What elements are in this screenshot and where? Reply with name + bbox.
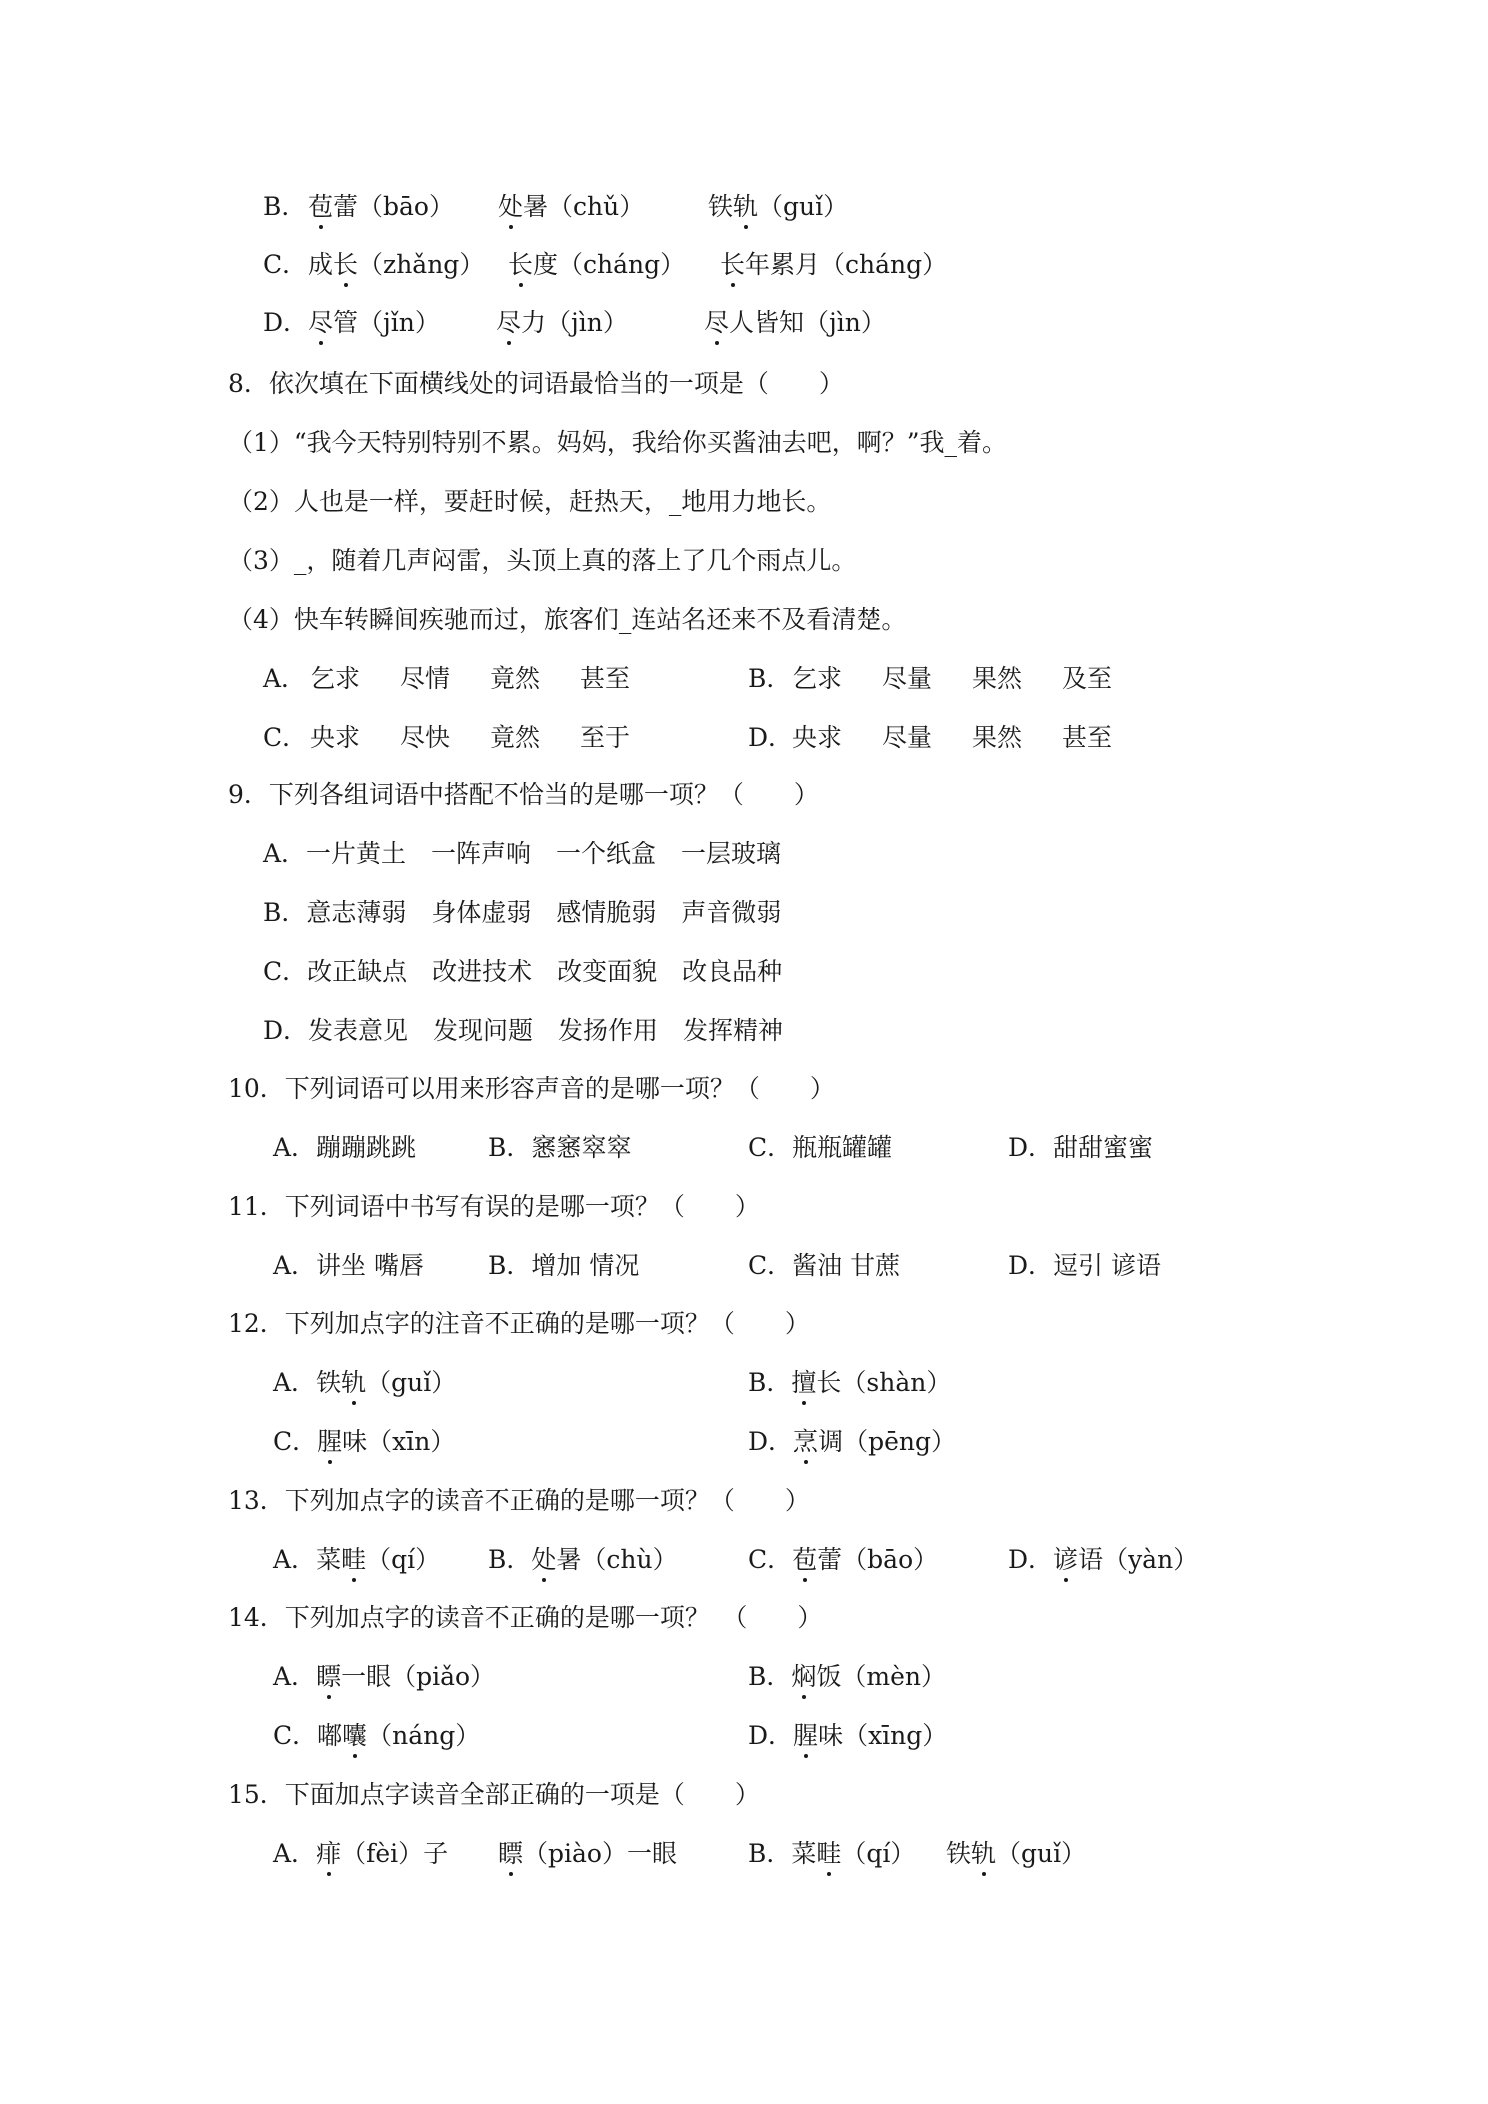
word: 果然 xyxy=(972,723,1023,752)
option-letter: D． xyxy=(748,723,794,752)
option-letter: D． xyxy=(263,308,309,337)
option-letter: B． xyxy=(263,192,307,221)
option-d: D．谚语（yàn） xyxy=(1008,1543,1198,1577)
term: 苞蕾（bāo） xyxy=(308,190,454,224)
option-b: B．菜畦（qí） xyxy=(748,1837,915,1871)
option-a: A．菜畦（qí） xyxy=(273,1543,440,1577)
term: 长年累月（cháng） xyxy=(720,248,947,282)
option-b: B．焖饭（mèn） xyxy=(748,1660,946,1694)
option-letter: A． xyxy=(263,664,307,693)
option-c: C．腥味（xīn） xyxy=(273,1425,455,1459)
option-a: A．铁轨（guǐ） xyxy=(273,1366,456,1400)
option-b-term-2: 铁轨（guǐ） xyxy=(946,1837,1086,1871)
word: 乞求 xyxy=(310,664,361,693)
option-letter: C． xyxy=(263,723,308,752)
option-a: A．讲坐 嘴唇 xyxy=(273,1251,425,1280)
word: 果然 xyxy=(972,664,1023,693)
option-a: A．痱（fèi）子 xyxy=(273,1837,448,1871)
word: 尽快 xyxy=(400,723,451,752)
option-b: B．处暑（chù） xyxy=(488,1543,678,1577)
option-a: A．蹦蹦跳跳 xyxy=(273,1133,417,1162)
word: 及至 xyxy=(1062,664,1113,693)
word: 央求 xyxy=(310,723,361,752)
option-b: B．窸窸窣窣 xyxy=(488,1133,632,1162)
option-d: D．烹调（pēng） xyxy=(748,1425,956,1459)
option-b: B．增加 情况 xyxy=(488,1251,640,1280)
option-c: C．酱油 甘蔗 xyxy=(748,1251,901,1280)
option-c: C．瓶瓶罐罐 xyxy=(748,1133,893,1162)
option-letter: C． xyxy=(263,250,308,279)
option-d: D．逗引 谚语 xyxy=(1008,1251,1161,1280)
option-a-term-2: 瞟（piào）一眼 xyxy=(498,1837,677,1871)
option-letter: B． xyxy=(748,664,792,693)
term: 尽人皆知（jìn） xyxy=(704,306,886,340)
word: 尽情 xyxy=(400,664,451,693)
option-a: A．瞟一眼（piǎo） xyxy=(273,1660,495,1694)
word: 竟然 xyxy=(490,723,541,752)
word: 竟然 xyxy=(490,664,541,693)
option-c: C．嘟囔（náng） xyxy=(273,1719,480,1753)
exam-page: B． 苞蕾（bāo） 处暑（chǔ） 铁轨（guǐ） C． 成长（zhǎng） 长度（cháng） 长年累月（cháng） D． 尽管（jǐn） 尽力（jìn） 尽人皆知（jìn） 8．依次填在下面横线处的词语最恰当的一项是（ ） （1）“我今天特别特别不累。妈妈，我给你买酱油去吧，啊？”我_着。 （2）人也是一样，要赶时候，赶热天，_地用力地长。 （3）_，随着几声闷雷，头顶上真的落上了几个雨点儿。 （4）快车转瞬间疾驰而过，旅客们_连站名还来不及看清楚。 A． 乞求 尽情 竟然 甚至 B． 乞求 尽量 果然 及至 C． 央求 尽快 竟然 至于 D． 央求 尽量 果然 甚至 9．下列各组词语中搭配不恰当的是哪一项？（ ） A．一片黄土 一阵声响 一个纸盒 一层玻璃 B．意志薄弱 身体虚弱 感情脆弱 声音微弱 C．改正缺点 改进技术 改变面貌 改良品种 D．发表意见 发现问题 发扬作用 发挥精神 10．下列词语可以用来形容声音的是哪一项？（ ） A．蹦蹦跳跳 B．窸窸窣窣 C．瓶瓶罐罐 D．甜甜蜜蜜 11．下列词语中书写有误的是哪一项？（ ） A．讲坐 嘴唇 B．增加 情况 C．酱油 甘蔗 D．逗引 谚语 12．下列加点字的注音不正确的是哪一项？（ ） A．铁轨（guǐ） B．擅长（shàn） C．腥味（xīn） D．烹调（pēng） 13．下列加点字的读音不正确的是哪一项？（ ） A．菜畦（qí） B．处暑（chù） C．苞蕾（bāo） D．谚语（yàn） 14．下列加点字的读音不正确的是哪一项？ （ ） A．瞟一眼（piǎo） B．焖饭（mèn） C．嘟囔（náng） D．腥味（xīng） 15．下面加点字读音全部正确的一项是（ ） A．痱（fèi）子 瞟（piào）一眼 B．菜畦（qí） 铁轨（guǐ） xyxy=(0,0,1488,2104)
word: 甚至 xyxy=(580,664,631,693)
term: 尽管（jǐn） xyxy=(308,306,440,340)
term: 铁轨（guǐ） xyxy=(708,190,848,224)
word: 尽量 xyxy=(882,723,933,752)
option-d: D．甜甜蜜蜜 xyxy=(1008,1133,1154,1162)
word: 央求 xyxy=(792,723,843,752)
word: 甚至 xyxy=(1062,723,1113,752)
term: 成长（zhǎng） xyxy=(308,248,484,282)
term: 长度（cháng） xyxy=(508,248,685,282)
term: 处暑（chǔ） xyxy=(498,190,644,224)
option-d: D．腥味（xīng） xyxy=(748,1719,947,1753)
word: 尽量 xyxy=(882,664,933,693)
option-b: B．擅长（shàn） xyxy=(748,1366,951,1400)
option-c: C．苞蕾（bāo） xyxy=(748,1543,938,1577)
term: 尽力（jìn） xyxy=(496,306,628,340)
word: 乞求 xyxy=(792,664,843,693)
word: 至于 xyxy=(580,723,631,752)
